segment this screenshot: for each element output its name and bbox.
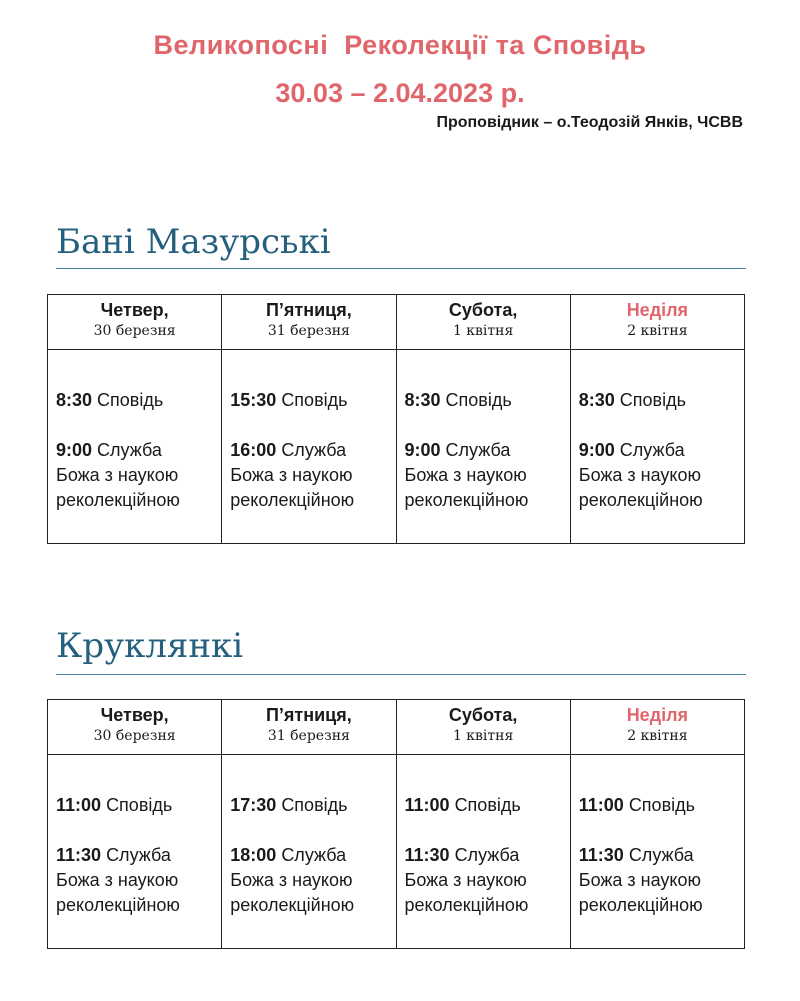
day-header [222, 295, 396, 350]
liturgy-time: 9:00 [56, 440, 93, 460]
page-title [0, 30, 800, 61]
day-header [48, 700, 222, 755]
liturgy-line [230, 438, 395, 463]
liturgy-line-3: реколекційною [404, 490, 529, 510]
liturgy-line-2: Божа з наукою [404, 465, 527, 485]
confession-label: Сповідь [619, 390, 686, 410]
day-name: Субота, [448, 705, 518, 725]
liturgy-line [230, 843, 395, 868]
schedule-cell [222, 755, 396, 949]
liturgy-label: Служба [454, 845, 520, 865]
liturgy-label: Служба [281, 440, 347, 460]
confession-time: 11:00 [578, 795, 624, 815]
liturgy-label: Служба [281, 845, 347, 865]
liturgy-line-3: реколекційною [404, 895, 529, 915]
confession-time: 11:00 [404, 795, 450, 815]
confession-time: 11:00 [56, 795, 102, 815]
retreat-dates: 30.03 – 2.04.2023 р. [275, 78, 525, 108]
title-word-1: Великопосні [153, 30, 329, 60]
day-date: 30 березня [93, 323, 176, 339]
liturgy-line [579, 438, 744, 463]
day-date: 30 березня [93, 728, 176, 744]
confession-line [56, 793, 221, 818]
confession-line [405, 388, 570, 413]
liturgy-line-3: реколекційною [578, 490, 703, 510]
day-date: 1 квітня [452, 728, 514, 744]
liturgy-time: 11:30 [56, 845, 102, 865]
confession-time: 8:30 [404, 390, 441, 410]
day-name-sunday: Неділя [626, 705, 689, 725]
liturgy-line-2: Божа з наукою [56, 465, 179, 485]
confession-line [230, 388, 395, 413]
liturgy-line [579, 843, 744, 868]
confession-label: Сповідь [97, 390, 164, 410]
confession-time: 17:30 [230, 795, 277, 815]
schedule-cell [396, 350, 570, 544]
confession-time: 8:30 [56, 390, 93, 410]
day-name: Субота, [448, 300, 518, 320]
liturgy-time: 11:30 [404, 845, 450, 865]
day-name: П’ятниця, [265, 705, 352, 725]
liturgy-time: 11:30 [578, 845, 624, 865]
liturgy-label: Служба [97, 440, 162, 460]
day-name: П’ятниця, [265, 300, 352, 320]
confession-line [405, 793, 570, 818]
liturgy-line-3: реколекційною [230, 895, 355, 915]
day-header [48, 295, 222, 350]
day-date: 31 березня [267, 323, 350, 339]
liturgy-time: 18:00 [230, 845, 277, 865]
liturgy-line-3: реколекційною [230, 490, 355, 510]
day-header [570, 700, 744, 755]
day-header [396, 700, 570, 755]
day-name-sunday: Неділя [626, 300, 689, 320]
confession-label: Сповідь [445, 390, 512, 410]
liturgy-line-3: реколекційною [56, 895, 180, 915]
confession-line [56, 388, 221, 413]
liturgy-label: Служба [106, 845, 171, 865]
liturgy-line-2: Божа з наукою [578, 465, 702, 485]
liturgy-line [405, 843, 570, 868]
schedule-cell [570, 755, 744, 949]
schedule-row [48, 755, 745, 949]
day-date: 2 квітня [627, 323, 688, 339]
confession-label: Сповідь [106, 795, 173, 815]
schedule-cell [48, 755, 222, 949]
confession-label: Сповідь [281, 795, 348, 815]
day-name: Четвер, [100, 705, 169, 725]
day-date: 2 квітня [627, 728, 688, 744]
liturgy-line [56, 843, 221, 868]
confession-label: Сповідь [454, 795, 521, 815]
liturgy-label: Служба [445, 440, 511, 460]
preacher-line: Проповідник – о.Теодозій Янків, ЧСВВ [436, 114, 743, 131]
liturgy-line [56, 438, 221, 463]
liturgy-line-2: Божа з наукою [404, 870, 527, 890]
schedule-cell [396, 755, 570, 949]
liturgy-line-2: Божа з наукою [578, 870, 702, 890]
schedule-table-bani-mazurski [47, 294, 745, 544]
confession-line [579, 388, 744, 413]
place-heading-kruklyanki: Круклянкі [56, 626, 244, 666]
liturgy-line-3: реколекційною [578, 895, 703, 915]
schedule-table-kruklyanki [47, 699, 745, 949]
section-divider [56, 268, 746, 269]
schedule-cell [48, 350, 222, 544]
schedule-row [48, 350, 745, 544]
liturgy-line-3: реколекційною [56, 490, 180, 510]
confession-line [230, 793, 395, 818]
place-heading-bani-mazurski: Бані Мазурські [56, 222, 331, 262]
confession-label: Сповідь [281, 390, 348, 410]
liturgy-time: 9:00 [578, 440, 615, 460]
day-header [396, 295, 570, 350]
liturgy-time: 9:00 [404, 440, 441, 460]
day-header [570, 295, 744, 350]
liturgy-label: Служба [628, 845, 694, 865]
liturgy-line [405, 438, 570, 463]
section-divider [56, 674, 746, 675]
liturgy-line-2: Божа з наукою [230, 465, 353, 485]
confession-line [579, 793, 744, 818]
confession-label: Сповідь [628, 795, 696, 815]
liturgy-time: 16:00 [230, 440, 277, 460]
liturgy-line-2: Божа з наукою [230, 870, 353, 890]
liturgy-label: Служба [619, 440, 685, 460]
liturgy-line-2: Божа з наукою [56, 870, 179, 890]
schedule-cell [222, 350, 396, 544]
day-date: 31 березня [267, 728, 350, 744]
confession-time: 8:30 [578, 390, 615, 410]
schedule-cell [570, 350, 744, 544]
day-header [222, 700, 396, 755]
header-row [48, 295, 745, 350]
day-date: 1 квітня [452, 323, 514, 339]
day-name: Четвер, [100, 300, 169, 320]
header-row [48, 700, 745, 755]
confession-time: 15:30 [230, 390, 277, 410]
title-word-2: Реколекції та Сповідь [344, 30, 647, 60]
